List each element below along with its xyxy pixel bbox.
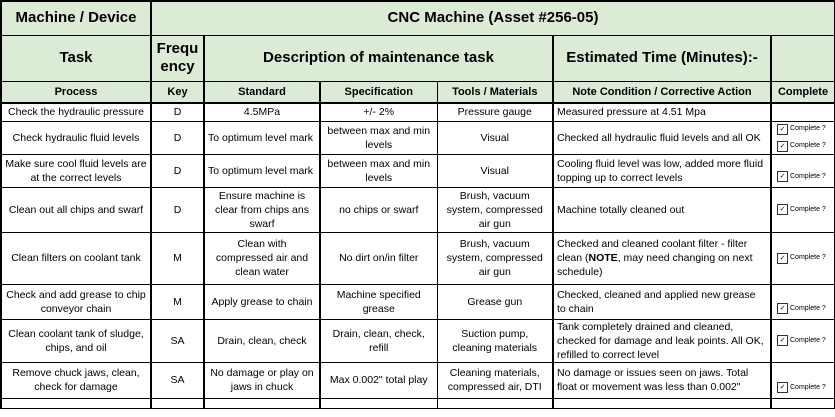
key-cell: D xyxy=(151,154,204,187)
complete-cell xyxy=(771,284,835,319)
specification-cell: between max and min levels xyxy=(320,154,437,187)
col-note: Note Condition / Corrective Action xyxy=(553,81,771,103)
note-cell[interactable]: Machine totally cleaned out xyxy=(553,187,771,232)
col-tools: Tools / Materials xyxy=(437,81,553,103)
table-row xyxy=(1,232,835,284)
complete-checkbox[interactable]: ✓ Complete ? xyxy=(775,302,831,316)
standard-cell: To optimum level mark xyxy=(204,154,320,187)
estimated-time-label: Estimated Time (Minutes):- xyxy=(553,35,771,81)
checkmark-icon: ✓ xyxy=(777,141,788,152)
tools-cell: Brush, vacuum system, compressed air gun xyxy=(437,232,553,284)
specification-cell: Machine specified grease xyxy=(320,284,437,319)
complete-checkbox[interactable]: ✓ Complete ? xyxy=(775,381,831,395)
process-cell: Check and add grease to chip conveyor chain xyxy=(1,284,151,319)
table-row xyxy=(1,362,835,398)
complete-checkbox[interactable]: ✓ Complete ? xyxy=(775,139,831,153)
standard-cell: No damage or play on jaws in chuck xyxy=(204,362,320,398)
standard-cell: To optimum level mark xyxy=(204,121,320,154)
col-process: Process xyxy=(1,81,151,103)
standard-cell: Apply grease to chain xyxy=(204,284,320,319)
table-row xyxy=(1,319,835,362)
complete-cell xyxy=(771,362,835,398)
process-cell: Clean out all chips and swarf xyxy=(1,187,151,232)
checkmark-icon: ✓ xyxy=(777,303,788,314)
col-standard: Standard xyxy=(204,81,320,103)
col-key: Key xyxy=(151,81,204,103)
tools-cell: Grease gun xyxy=(437,284,553,319)
checkmark-icon: ✓ xyxy=(777,253,788,264)
key-cell: M xyxy=(151,284,204,319)
tools-cell: Pressure gauge xyxy=(437,103,553,121)
key-cell: M xyxy=(151,232,204,284)
table-row xyxy=(1,284,835,319)
key-cell: D xyxy=(151,187,204,232)
machine-device-value: CNC Machine (Asset #256-05) xyxy=(151,1,835,35)
process-cell: Remove chuck jaws, clean, check for damage xyxy=(1,362,151,398)
note-cell[interactable]: Checked and cleaned coolant filter - filter clean (NOTE, may need changing on next schedule) xyxy=(553,232,771,284)
complete-checkbox[interactable]: ✓ Complete ? xyxy=(775,203,831,217)
complete-cell xyxy=(771,232,835,284)
complete-checkbox[interactable]: ✓ Complete ? xyxy=(775,251,831,265)
note-cell[interactable]: Cooling fluid level was low, added more fluid topping up to correct levels xyxy=(553,154,771,187)
key-cell: SA xyxy=(151,362,204,398)
process-cell: Check the hydraulic pressure xyxy=(1,103,151,121)
specification-cell: no chips or swarf xyxy=(320,187,437,232)
complete-cell xyxy=(771,187,835,232)
task-label: Task xyxy=(1,35,151,81)
complete-cell xyxy=(771,121,835,154)
key-cell: D xyxy=(151,103,204,121)
key-cell: SA xyxy=(151,319,204,362)
specification-cell: +/- 2% xyxy=(320,103,437,121)
tools-cell: Visual xyxy=(437,121,553,154)
checkmark-icon: ✓ xyxy=(777,171,788,182)
process-cell: Clean coolant tank of sludge, chips, and oil xyxy=(1,319,151,362)
complete-cell xyxy=(771,154,835,187)
col-specification: Specification xyxy=(320,81,437,103)
note-emphasis: NOTE xyxy=(588,252,618,264)
tools-cell: Brush, vacuum system, compressed air gun xyxy=(437,187,553,232)
frequency-label: Frequency xyxy=(151,35,204,81)
table-row xyxy=(1,121,835,154)
tools-cell: Visual xyxy=(437,154,553,187)
tools-cell: Cleaning materials, compressed air, DTI xyxy=(437,362,553,398)
complete-checkbox[interactable]: ✓ Complete ? xyxy=(775,334,831,348)
process-cell: Check hydraulic fluid levels xyxy=(1,121,151,154)
standard-cell: Ensure machine is clear from chips ans swarf xyxy=(204,187,320,232)
note-cell[interactable]: Checked, cleaned and applied new grease to chain xyxy=(553,284,771,319)
specification-cell: Drain, clean, check, refill xyxy=(320,319,437,362)
tools-cell: Suction pump, cleaning materials xyxy=(437,319,553,362)
table-row xyxy=(1,154,835,187)
complete-cell xyxy=(771,319,835,362)
complete-checkbox[interactable]: ✓ Complete ? xyxy=(775,122,831,136)
checkmark-icon: ✓ xyxy=(777,204,788,215)
description-label: Description of maintenance task xyxy=(204,35,553,81)
checkmark-icon: ✓ xyxy=(777,382,788,393)
standard-cell: 4.5MPa xyxy=(204,103,320,121)
specification-cell: Max 0.002" total play xyxy=(320,362,437,398)
specification-cell: between max and min levels xyxy=(320,121,437,154)
machine-device-label: Machine / Device xyxy=(1,1,151,35)
standard-cell: Clean with compressed air and clean water xyxy=(204,232,320,284)
checkmark-icon: ✓ xyxy=(777,124,788,135)
note-cell[interactable]: Tank completely drained and cleaned, checked for damage and leak points. All OK, refilled to correct level xyxy=(553,319,771,362)
specification-cell: No dirt on/in filter xyxy=(320,232,437,284)
process-cell: Clean filters on coolant tank xyxy=(1,232,151,284)
estimated-time-value[interactable] xyxy=(771,35,835,81)
complete-checkbox[interactable]: ✓ Complete ? xyxy=(775,170,831,184)
table-row xyxy=(1,103,835,121)
process-cell: Make sure cool fluid levels are at the correct levels xyxy=(1,154,151,187)
table-row xyxy=(1,398,835,408)
standard-cell: Drain, clean, check xyxy=(204,319,320,362)
col-complete: Complete xyxy=(771,81,835,103)
table-row xyxy=(1,187,835,232)
key-cell: D xyxy=(151,121,204,154)
note-cell[interactable]: Measured pressure at 4.51 Mpa xyxy=(553,103,771,121)
note-cell[interactable]: Checked all hydraulic fluid levels and all OK xyxy=(553,121,771,154)
checkmark-icon: ✓ xyxy=(777,335,788,346)
note-cell[interactable]: No damage or issues seen on jaws. Total float or movement was less than 0.002" xyxy=(553,362,771,398)
complete-cell xyxy=(771,103,835,121)
